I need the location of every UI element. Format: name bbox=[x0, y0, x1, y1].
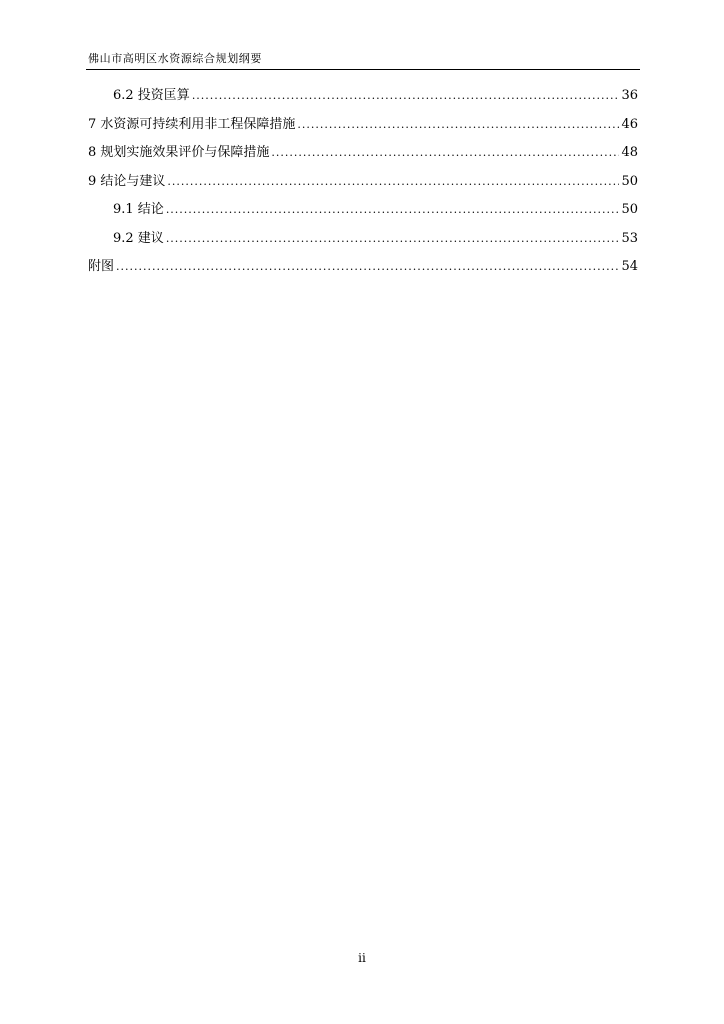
toc-entry[interactable] bbox=[88, 257, 638, 286]
toc-entry-title: 8 规划实施效果评价与保障措施 bbox=[88, 145, 270, 160]
toc-dot-leader bbox=[116, 257, 619, 277]
running-header: 佛山市高明区水资源综合规划纲要 bbox=[88, 52, 262, 65]
toc-entry[interactable] bbox=[88, 86, 638, 115]
header-divider bbox=[86, 69, 640, 70]
toc-entry-page: 46 bbox=[621, 116, 638, 132]
toc-dot-leader bbox=[271, 143, 619, 163]
toc-entry-page: 50 bbox=[621, 202, 638, 217]
toc-entry[interactable] bbox=[88, 200, 638, 229]
toc-entry[interactable] bbox=[88, 172, 638, 201]
toc-entry[interactable] bbox=[88, 143, 638, 172]
toc-dot-leader bbox=[297, 115, 619, 135]
page-number: ii bbox=[358, 951, 366, 965]
toc-entry-title: 6.2 投资匡算 bbox=[113, 88, 190, 103]
table-of-contents bbox=[88, 86, 638, 286]
toc-entry-title: 9.1 结论 bbox=[113, 202, 164, 217]
toc-dot-leader bbox=[192, 86, 620, 106]
toc-entry-title: 9 结论与建议 bbox=[88, 173, 166, 189]
toc-entry[interactable] bbox=[88, 115, 638, 144]
toc-entry-title: 7 水资源可持续利用非工程保障措施 bbox=[88, 116, 296, 132]
toc-dot-leader bbox=[166, 200, 620, 220]
toc-entry[interactable] bbox=[88, 229, 638, 258]
toc-entry-page: 54 bbox=[621, 259, 638, 274]
toc-entry-page: 48 bbox=[621, 145, 638, 160]
toc-dot-leader bbox=[167, 172, 619, 192]
toc-entry-title: 附图 bbox=[88, 259, 115, 274]
toc-dot-leader bbox=[166, 229, 620, 249]
toc-entry-page: 50 bbox=[621, 173, 638, 189]
toc-entry-title: 9.2 建议 bbox=[113, 230, 164, 246]
toc-entry-page: 53 bbox=[621, 230, 638, 246]
toc-entry-page: 36 bbox=[621, 88, 638, 103]
